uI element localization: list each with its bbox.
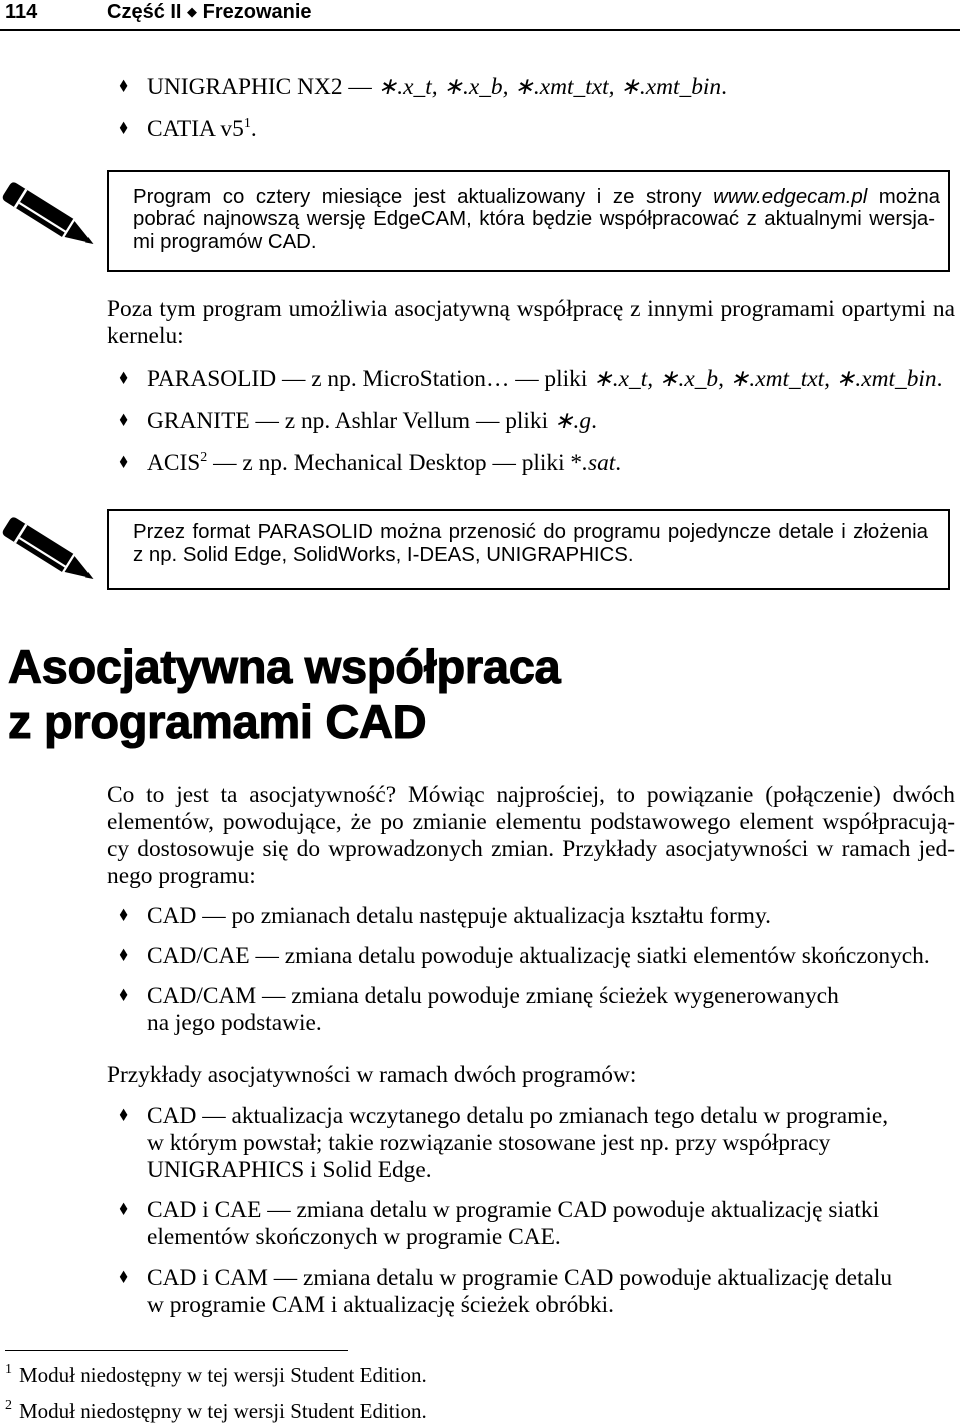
list-item-continuation: na jego podstawie.: [147, 1010, 322, 1036]
website-url: www.edgecam.pl: [713, 186, 868, 208]
list-item-text: CAD — po zmianach detalu następuje aktualizacja kształtu formy.: [147, 903, 771, 929]
list-item-end: .: [936, 366, 943, 392]
file-extensions: ∗.x_t, ∗.x_b, ∗.xmt_txt, ∗.xmt_bin: [377, 74, 722, 100]
note-text: Program co cztery miesiące jest aktualizowany i ze strony: [133, 186, 714, 208]
separator-diamond-icon: ◆: [187, 5, 198, 20]
footnote: [5, 1399, 427, 1423]
section-heading: Asocjatywna współpraca: [8, 640, 561, 693]
list-item-text: CAD i CAE — zmiana detalu w programie CAD powoduje aktualizację siatki: [147, 1197, 880, 1223]
list-item-continuation: elementów skończonych w programie CAE.: [147, 1224, 561, 1250]
bullet-diamond-icon: ♦: [117, 1200, 130, 1220]
list-item-catia: [117, 116, 257, 143]
bullet-diamond-icon: ♦: [117, 906, 130, 926]
list-item-end: .: [615, 450, 622, 476]
list-item-text: — z np. Mechanical Desktop — pliki *: [207, 450, 583, 476]
bullet-diamond-icon: ♦: [117, 77, 130, 97]
paragraph-line: Co to jest ta asocjatywność? Mówiąc najprościej, to powiązanie (połączenie) dwóch: [107, 782, 955, 808]
pencil-icon: [0, 515, 100, 588]
note-line: Przez format PARASOLID można przenosić do programu pojedyncze detale i złożenia: [133, 521, 928, 543]
footnote-ref: 1: [243, 116, 251, 131]
list-item: [117, 1103, 889, 1130]
list-item-end: .: [591, 408, 597, 434]
footnote-text: Moduł niedostępny w tej wersji Student Edition.: [19, 1363, 427, 1387]
list-item-text: CAD/CAE — zmiana detalu powoduje aktualizację siatki elementów skończonych.: [147, 943, 930, 969]
chapter-label: Frezowanie: [202, 1, 312, 23]
paragraph-line: kernelu:: [107, 323, 184, 349]
list-item-end: .: [721, 74, 727, 100]
file-extensions: ∗.x_t, ∗.x_b, ∗.xmt_txt, ∗.xmt_bin: [593, 366, 937, 392]
bullet-diamond-icon: ♦: [117, 369, 130, 389]
pencil-icon: [0, 180, 100, 253]
list-item-parasolid: [117, 366, 943, 393]
section-heading: z programami CAD: [8, 695, 427, 748]
bullet-diamond-icon: ♦: [117, 986, 130, 1006]
footnote-mark: 2: [5, 1398, 12, 1413]
list-item-unigraphics: [117, 74, 727, 101]
bullet-diamond-icon: ♦: [117, 946, 130, 966]
list-item: [117, 903, 771, 930]
footnote-text: Moduł niedostępny w tej wersji Student Edition.: [19, 1399, 427, 1423]
list-item-text: CATIA v5: [147, 116, 244, 142]
bullet-diamond-icon: ♦: [117, 1268, 130, 1288]
list-item-continuation: UNIGRAPHICS i Solid Edge.: [147, 1157, 432, 1183]
bullet-diamond-icon: ♦: [117, 119, 130, 139]
note-line: [133, 186, 940, 209]
list-item-end: .: [250, 116, 257, 142]
list-item-continuation: w programie CAM i aktualizację ścieżek obróbki.: [147, 1292, 615, 1318]
list-item-text: PARASOLID — z np. MicroStation… — pliki: [147, 366, 594, 392]
footnote-rule: [5, 1350, 348, 1351]
file-extensions: .sat: [582, 450, 616, 476]
file-extensions: ∗.g: [553, 408, 592, 434]
list-item-continuation: w którym powstał; takie rozwiązanie stosowane jest np. przy współpracy: [147, 1130, 831, 1156]
bullet-diamond-icon: ♦: [117, 1106, 130, 1126]
bullet-diamond-icon: ♦: [117, 411, 130, 431]
running-header: [107, 0, 312, 25]
list-item-text: CAD/CAM — zmiana detalu powoduje zmianę ścieżek wygenerowanych: [147, 983, 839, 1009]
footnote-mark: 1: [5, 1362, 12, 1377]
note-text: można: [867, 186, 940, 208]
header-rule: [0, 29, 960, 31]
list-item-acis: [117, 450, 622, 477]
page-number: 114: [5, 1, 38, 23]
list-item-text: CAD — aktualizacja wczytanego detalu po zmianach tego detalu w programie,: [147, 1103, 889, 1129]
list-item: [117, 943, 930, 970]
paragraph-line: elementów, powodujące, że po zmianie elementu podstawowego element współpracują-: [107, 809, 955, 835]
note-line: z np. Solid Edge, SolidWorks, I-DEAS, UNIGRAPHICS.: [133, 544, 634, 566]
note-line: mi programów CAD.: [133, 231, 317, 253]
list-item: [117, 1197, 880, 1224]
paragraph-line: cy dostosowuje się do wprowadzonych zmian. Przykłady asocjatywności w ramach jed-: [107, 836, 955, 862]
footnote: [5, 1363, 427, 1387]
part-label: Część II: [107, 1, 182, 23]
list-item-text: CAD i CAM — zmiana detalu w programie CAD powoduje aktualizację detalu: [147, 1265, 893, 1291]
list-item-text: ACIS: [147, 450, 201, 476]
bullet-diamond-icon: ♦: [117, 453, 130, 473]
list-item-text: GRANITE — z np. Ashlar Vellum — pliki: [147, 408, 554, 434]
paragraph-line: Poza tym program umożliwia asocjatywną współpracę z innymi programami opartymi na: [107, 296, 955, 322]
list-item-granite: [117, 408, 597, 435]
footnote-ref: 2: [200, 450, 208, 465]
note-line: pobrać najnowszą wersję EdgeCAM, która będzie współpracować z aktualnymi wersja-: [133, 208, 935, 230]
list-item: [117, 1265, 893, 1292]
paragraph-line: Przykłady asocjatywności w ramach dwóch programów:: [107, 1062, 637, 1088]
list-item: [117, 983, 839, 1010]
list-item-text: UNIGRAPHIC NX2 —: [147, 74, 378, 100]
paragraph-line: nego programu:: [107, 863, 256, 889]
